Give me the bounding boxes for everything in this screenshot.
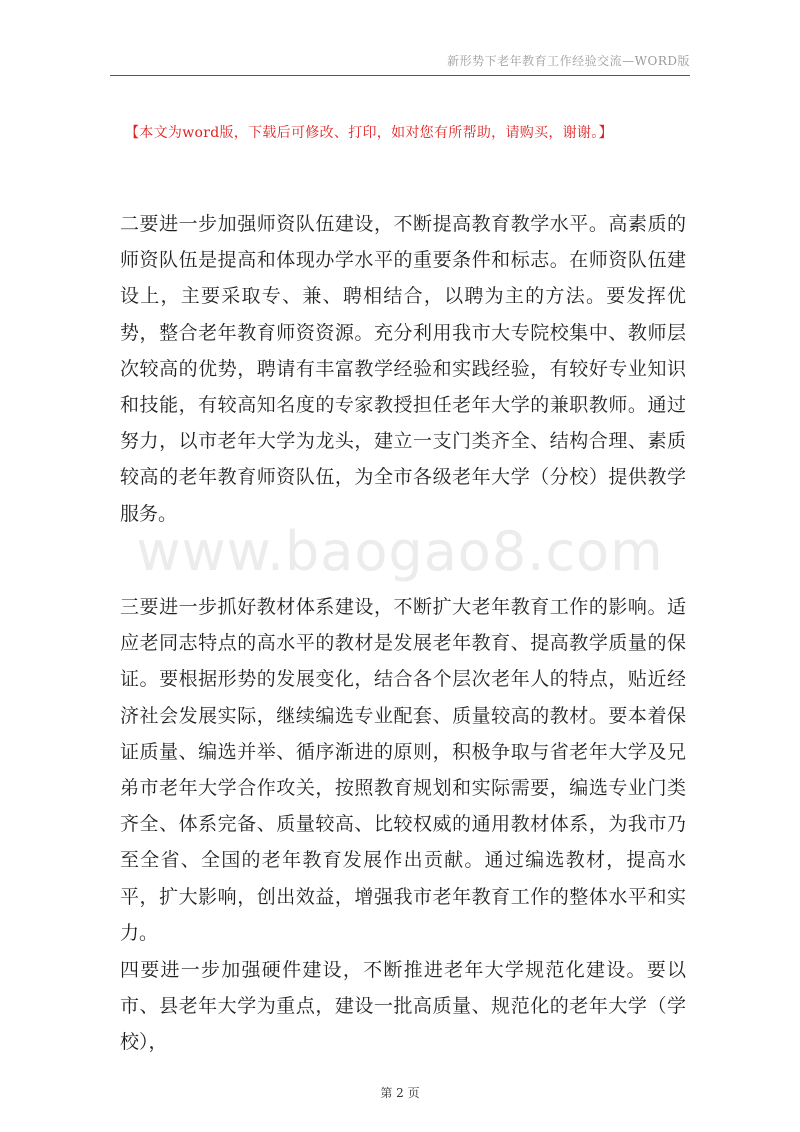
page-number: 第 2 页 — [380, 1086, 420, 1100]
paragraph-text: 二要进一步加强师资队伍建设，不断提高教育教学水平。高素质的师资队伍是提高和体现办学水平的重要条件和标志。在师资队伍建设上，主要采取专、兼、聘相结合，以聘为主的方法。要发挥优势，整合老年教育师资资源。充分利用我市大专院校集中、教师层次较高的优势，聘请有丰富教学经验和实践经验，有较好专业知识和技能，有较高知名度的专家教授担任老年大学的兼职教师。通过努力，以市老年大学为龙头，建立一支门类齐全、结构合理、素质较高的老年教育师资队伍，为全市各级老年大学（分校）提供教学服务。 — [120, 213, 686, 525]
paragraph-text: 四要进一步加强硬件建设，不断推进老年大学规范化建设。要以市、县老年大学为重点，建设一批高质量、规范化的老年大学（学校）， — [120, 959, 686, 1054]
document-header-title: 新形势下老年教育工作经验交流—WORD版 — [447, 54, 690, 68]
body-paragraph-2 — [120, 589, 686, 951]
paragraph-text: 三要进一步抓好教材体系建设，不断扩大老年教育工作的影响。适应老同志特点的高水平的教材是发展老年教育、提高教学质量的保证。要根据形势的发展变化，结合各个层次老年人的特点，贴近经济社会发展实际，继续编选专业配套、质量较高的教材。要本着保证质量、编选并举、循序渐进的原则，积极争取与省老年大学及兄弟市老年大学合作攻关，按照教育规划和实际需要，编选专业门类齐全、体系完备、质量较高、比较权威的通用教材体系，为我市乃至全省、全国的老年教育发展作出贡献。通过编选教材，提高水平，扩大影响，创出效益，增强我市老年教育工作的整体水平和实力。 — [120, 596, 686, 944]
header-divider — [110, 75, 690, 76]
purchase-notice: 【本文为word版，下载后可修改、打印，如对您有所帮助，请购买，谢谢。】 — [125, 125, 613, 141]
body-paragraph-1 — [120, 206, 686, 532]
body-paragraph-3 — [120, 952, 686, 1061]
site-watermark: www.baogao8.com — [136, 520, 664, 583]
